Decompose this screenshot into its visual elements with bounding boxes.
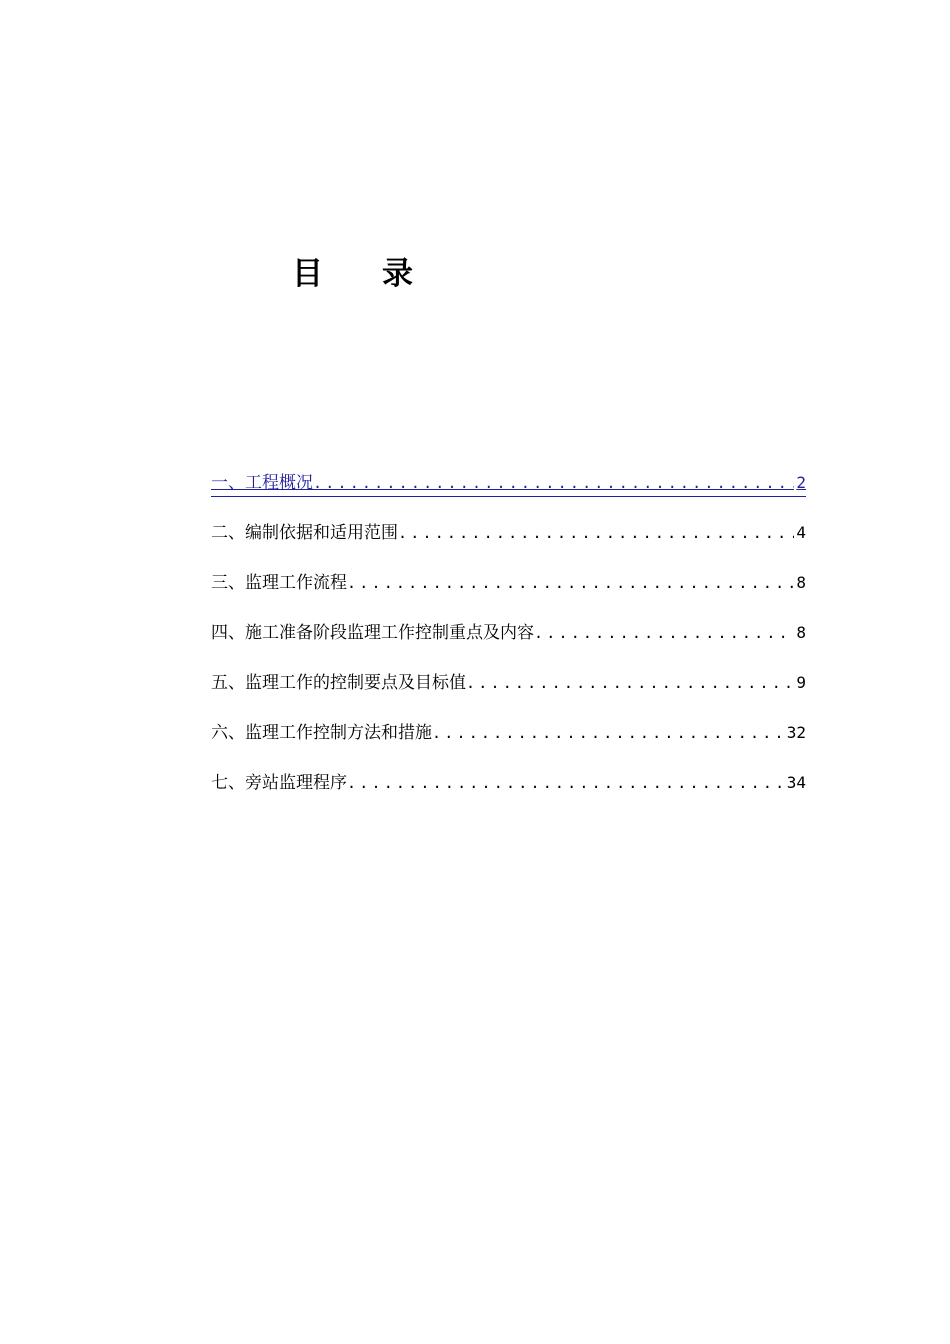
toc-entry-label: 一、工程概况 (211, 470, 313, 497)
toc-dot-leader (347, 769, 785, 797)
toc-dot-leader (398, 519, 794, 547)
toc-page-number: 32 (786, 723, 806, 742)
toc-entry-7[interactable] (211, 747, 806, 797)
toc-dot-leader (432, 719, 785, 747)
toc-page-number: 4 (796, 523, 806, 542)
toc-page-number: 9 (796, 673, 806, 692)
toc-entry-4[interactable] (211, 597, 806, 647)
toc-dot-leader (313, 470, 794, 497)
toc-dot-leader (534, 619, 794, 647)
toc-page-number: 34 (786, 773, 806, 792)
toc-dot-leader (466, 669, 794, 697)
toc-entry-label: 七、旁站监理程序 (211, 773, 347, 793)
toc-page-number: 2 (794, 470, 806, 497)
toc-entry-label: 二、编制依据和适用范围 (211, 523, 398, 543)
page-title (292, 252, 413, 296)
toc-entry-1[interactable] (211, 447, 806, 497)
toc-entry-3[interactable] (211, 547, 806, 597)
toc-entry-5[interactable] (211, 647, 806, 697)
title-char-2: 录 (382, 256, 413, 292)
toc-entry-label: 五、监理工作的控制要点及目标值 (211, 673, 466, 693)
toc-entry-label: 四、施工准备阶段监理工作控制重点及内容 (211, 623, 534, 643)
toc-dot-leader (347, 569, 794, 597)
toc-page-number: 8 (796, 623, 806, 642)
table-of-contents (211, 447, 806, 797)
toc-entry-6[interactable] (211, 697, 806, 747)
toc-entry-2[interactable] (211, 497, 806, 547)
toc-entry-label: 六、监理工作控制方法和措施 (211, 723, 432, 743)
title-char-1: 目 (292, 256, 323, 292)
toc-page-number: 8 (796, 573, 806, 592)
toc-entry-label: 三、监理工作流程 (211, 573, 347, 593)
